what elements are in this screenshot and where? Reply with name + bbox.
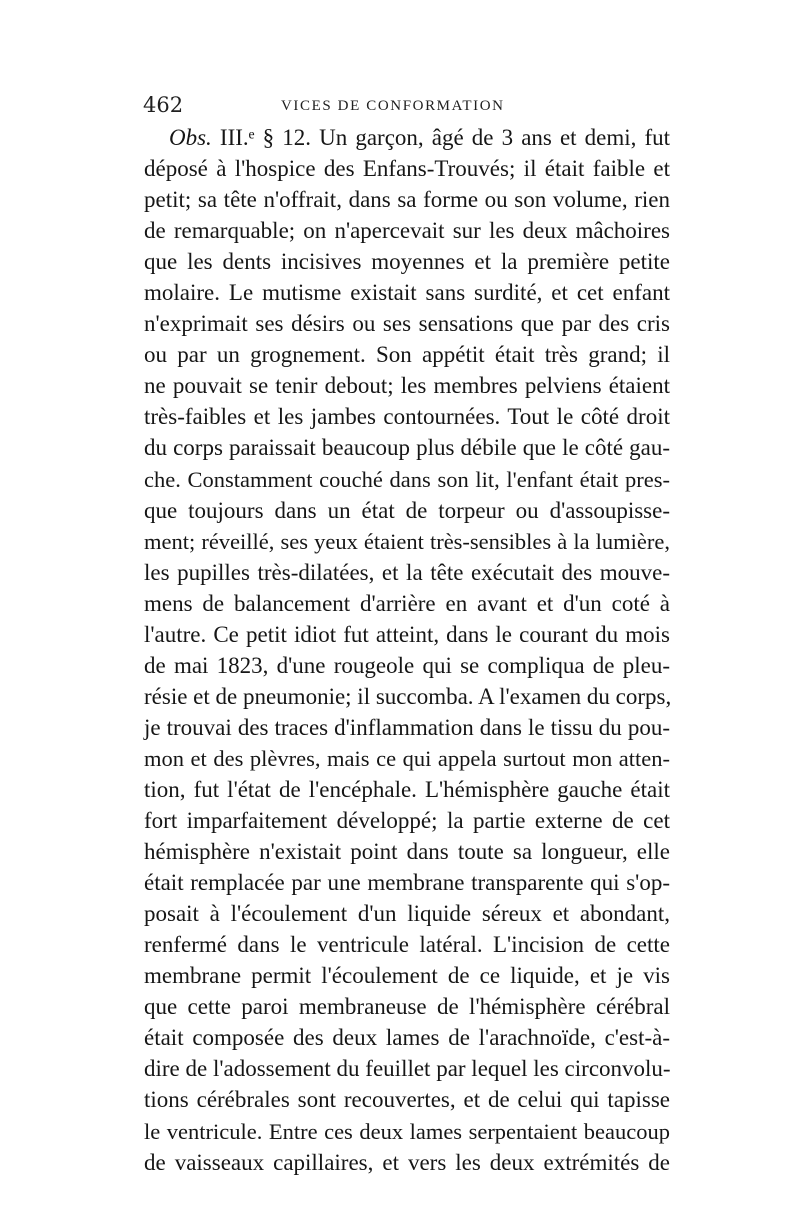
text-line-6: molaire. Le mutisme existait sans surdité, et cet enfant	[144, 280, 670, 306]
text-line-19: résie et de pneumonie; il succomba. A l'examen du corps,	[144, 683, 672, 709]
text-line-29: que cette paroi membraneuse de l'hémisphère cérébral	[144, 994, 670, 1020]
text-line-24: hémisphère n'existait point dans toute sa longueur, elle	[144, 839, 670, 865]
text-line-32: tions cérébrales sont recouvertes, et de celui qui tapisse	[144, 1087, 670, 1113]
observation-paragraph	[144, 122, 670, 1178]
text-line-9: ne pouvait se tenir debout; les membres pelviens étaient	[144, 373, 670, 399]
text-line-7: n'exprimait ses désirs ou ses sensations que par des cris	[144, 311, 670, 337]
text-line-28: membrane permit l'écoulement de ce liquide, et je vis	[144, 963, 670, 989]
text-line-34: de vaisseaux capillaires, et vers les deux extrémités de	[144, 1149, 670, 1175]
text-line-2: déposé à l'hospice des Enfans-Trouvés; il était faible et	[144, 156, 670, 182]
text-line-20: je trouvai des traces d'inflammation dans le tissu du pou-	[144, 714, 670, 740]
section-number: § 12.	[262, 125, 312, 150]
text-line-3: petit; sa tête n'offrait, dans sa forme ou son volume, rien	[144, 187, 670, 213]
text-line-5: que les dents incisives moyennes et la première petite	[144, 249, 670, 275]
text-line-4: de remarquable; on n'apercevait sur les deux mâchoires	[144, 218, 670, 244]
running-head: VICES DE CONFORMATION	[281, 98, 505, 114]
text-line-17: l'autre. Ce petit idiot fut atteint, dans le courant du mois	[144, 621, 670, 647]
page-number: 462	[143, 93, 184, 117]
observation-number: III.ᵉ	[219, 125, 255, 150]
text-line-10: très-faibles et les jambes contournées. Tout le côté droit	[144, 404, 670, 430]
text-line-12: che. Constamment couché dans son lit, l'enfant était pres-	[144, 466, 670, 492]
text-line-30: était composée des deux lames de l'arachnoïde, c'est-à-	[144, 1025, 670, 1051]
text-line-13: que toujours dans un état de torpeur ou d'assoupisse-	[144, 497, 670, 523]
text-line-11: du corps paraissait beaucoup plus débile que le côté gau-	[144, 435, 670, 461]
text-line-33: le ventricule. Entre ces deux lames serpentaient beaucoup	[144, 1118, 670, 1144]
text-line-27: renfermé dans le ventricule latéral. L'incision de cette	[144, 932, 670, 958]
text-line-23: fort imparfaitement développé; la partie externe de cet	[144, 808, 670, 834]
text-line-26: posait à l'écoulement d'un liquide séreux et abondant,	[144, 901, 670, 927]
text-line-21: mon et des plèvres, mais ce qui appela surtout mon atten-	[144, 745, 670, 771]
observation-label: Obs.	[169, 125, 212, 150]
page-header	[143, 93, 669, 119]
text-line-18: de mai 1823, d'une rougeole qui se compliqua de pleu-	[144, 652, 670, 678]
text-line-14: ment; réveillé, ses yeux étaient très-sensibles à la lumière,	[144, 528, 670, 554]
text-line-8: ou par un grognement. Son appétit était très grand; il	[144, 342, 670, 368]
text-line-31: dire de l'adossement du feuillet par lequel les circonvolu-	[144, 1056, 671, 1082]
text-line-25: était remplacée par une membrane transparente qui s'op-	[144, 870, 670, 896]
text-line-16: mens de balancement d'arrière en avant et d'un coté à	[144, 590, 670, 616]
text-line-1	[144, 122, 670, 153]
text-line-15: les pupilles très-dilatées, et la tête exécutait des mouve-	[144, 559, 670, 585]
text-line-1-content: Un garçon, âgé de 3 ans et demi, fut	[319, 125, 671, 150]
text-line-22: tion, fut l'état de l'encéphale. L'hémisphère gauche était	[144, 776, 670, 802]
